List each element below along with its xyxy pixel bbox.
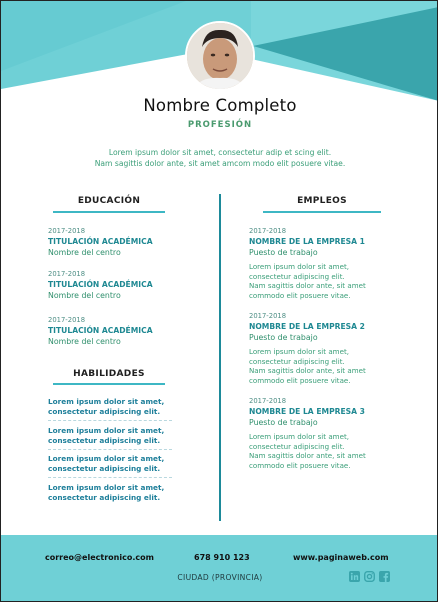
footer-email[interactable]: correo@electronico.com: [45, 553, 154, 562]
education-year: 2017-2018: [48, 270, 86, 278]
skill-item: [48, 426, 198, 446]
skill-line-1: Lorem ipsum dolor sit amet,: [48, 397, 165, 406]
job-position: Puesto de trabajo: [249, 418, 318, 427]
education-year: 2017-2018: [48, 227, 86, 235]
job-year: 2017-2018: [249, 227, 287, 235]
skills-title: HABILIDADES: [73, 369, 145, 379]
linkedin-icon[interactable]: [349, 571, 360, 582]
full-name: Nombre Completo: [143, 96, 297, 115]
job-position: Puesto de trabajo: [249, 333, 318, 342]
skill-line-2: consectetur adipiscing elit.: [48, 436, 161, 445]
skill-line-1: Lorem ipsum dolor sit amet,: [48, 454, 165, 463]
education-underline: [53, 211, 165, 213]
skill-separator: [48, 420, 172, 421]
job-company: NOMBRE DE LA EMPRESA 2: [249, 322, 365, 331]
job-description-line: consectetur adipiscing elit.: [249, 441, 345, 451]
education-center: Nombre del centro: [48, 291, 121, 300]
job-description: [249, 347, 399, 385]
job-description-line: consectetur adipiscing elit.: [249, 356, 345, 366]
job-description: [249, 432, 399, 470]
education-center: Nombre del centro: [48, 337, 121, 346]
job-description-line: Nam sagittis dolor ante, sit amet: [249, 281, 366, 291]
job-company: NOMBRE DE LA EMPRESA 1: [249, 237, 365, 246]
skill-line-2: consectetur adipiscing elit.: [48, 493, 161, 502]
job-description-line: Nam sagittis dolor ante, sit amet: [249, 451, 366, 461]
skill-line-1: Lorem ipsum dolor sit amet,: [48, 483, 165, 492]
footer-city: CIUDAD (PROVINCIA): [177, 573, 263, 582]
profile-photo: [185, 21, 255, 91]
education-year: 2017-2018: [48, 316, 86, 324]
job-description-line: commodo elit posuere vitae.: [249, 460, 351, 470]
skill-separator: [48, 477, 172, 478]
job-year: 2017-2018: [249, 397, 287, 405]
job-description-line: Nam sagittis dolor ante, sit amet: [249, 366, 366, 376]
skill-line-1: Lorem ipsum dolor sit amet,: [48, 426, 165, 435]
job-year: 2017-2018: [249, 312, 287, 320]
jobs-underline: [263, 211, 381, 213]
job-description-line: Lorem ipsum dolor sit amet,: [249, 432, 349, 441]
footer-phone: 678 910 123: [194, 553, 250, 562]
education-degree: TITULACIÓN ACADÉMICA: [48, 237, 153, 246]
intro-text: [61, 147, 379, 169]
skill-item: [48, 397, 198, 417]
education-degree: TITULACIÓN ACADÉMICA: [48, 326, 153, 335]
skill-line-2: consectetur adipiscing elit.: [48, 464, 161, 473]
job-description-line: Lorem ipsum dolor sit amet,: [249, 347, 349, 356]
skill-item: [48, 483, 198, 503]
job-description-line: commodo elit posuere vitae.: [249, 290, 351, 300]
instagram-icon[interactable]: [364, 571, 375, 582]
intro-line-1: Lorem ipsum dolor sit amet, consectetur adip et scing elit.: [108, 148, 332, 157]
column-divider: [219, 194, 221, 521]
skill-separator: [48, 449, 172, 450]
job-company: NOMBRE DE LA EMPRESA 3: [249, 407, 365, 416]
skills-underline: [53, 383, 165, 385]
job-description-line: consectetur adipiscing elit.: [249, 271, 345, 281]
job-position: Puesto de trabajo: [249, 248, 318, 257]
education-title: EDUCACIÓN: [77, 196, 141, 206]
footer-website[interactable]: www.paginaweb.com: [293, 553, 389, 562]
education-degree: TITULACIÓN ACADÉMICA: [48, 280, 153, 289]
profession: PROFESIÓN: [187, 120, 253, 130]
skill-line-2: consectetur adipiscing elit.: [48, 407, 161, 416]
footer: [1, 535, 438, 602]
skill-item: [48, 454, 198, 474]
facebook-icon[interactable]: [379, 571, 390, 582]
job-description-line: Lorem ipsum dolor sit amet,: [249, 262, 349, 271]
education-center: Nombre del centro: [48, 248, 121, 257]
jobs-title: EMPLEOS: [297, 196, 347, 206]
intro-line-2: Nam sagittis dolor ante, sit amet amcom modo elit posuere vitae.: [94, 159, 346, 168]
job-description: [249, 262, 399, 300]
job-description-line: commodo elit posuere vitae.: [249, 375, 351, 385]
